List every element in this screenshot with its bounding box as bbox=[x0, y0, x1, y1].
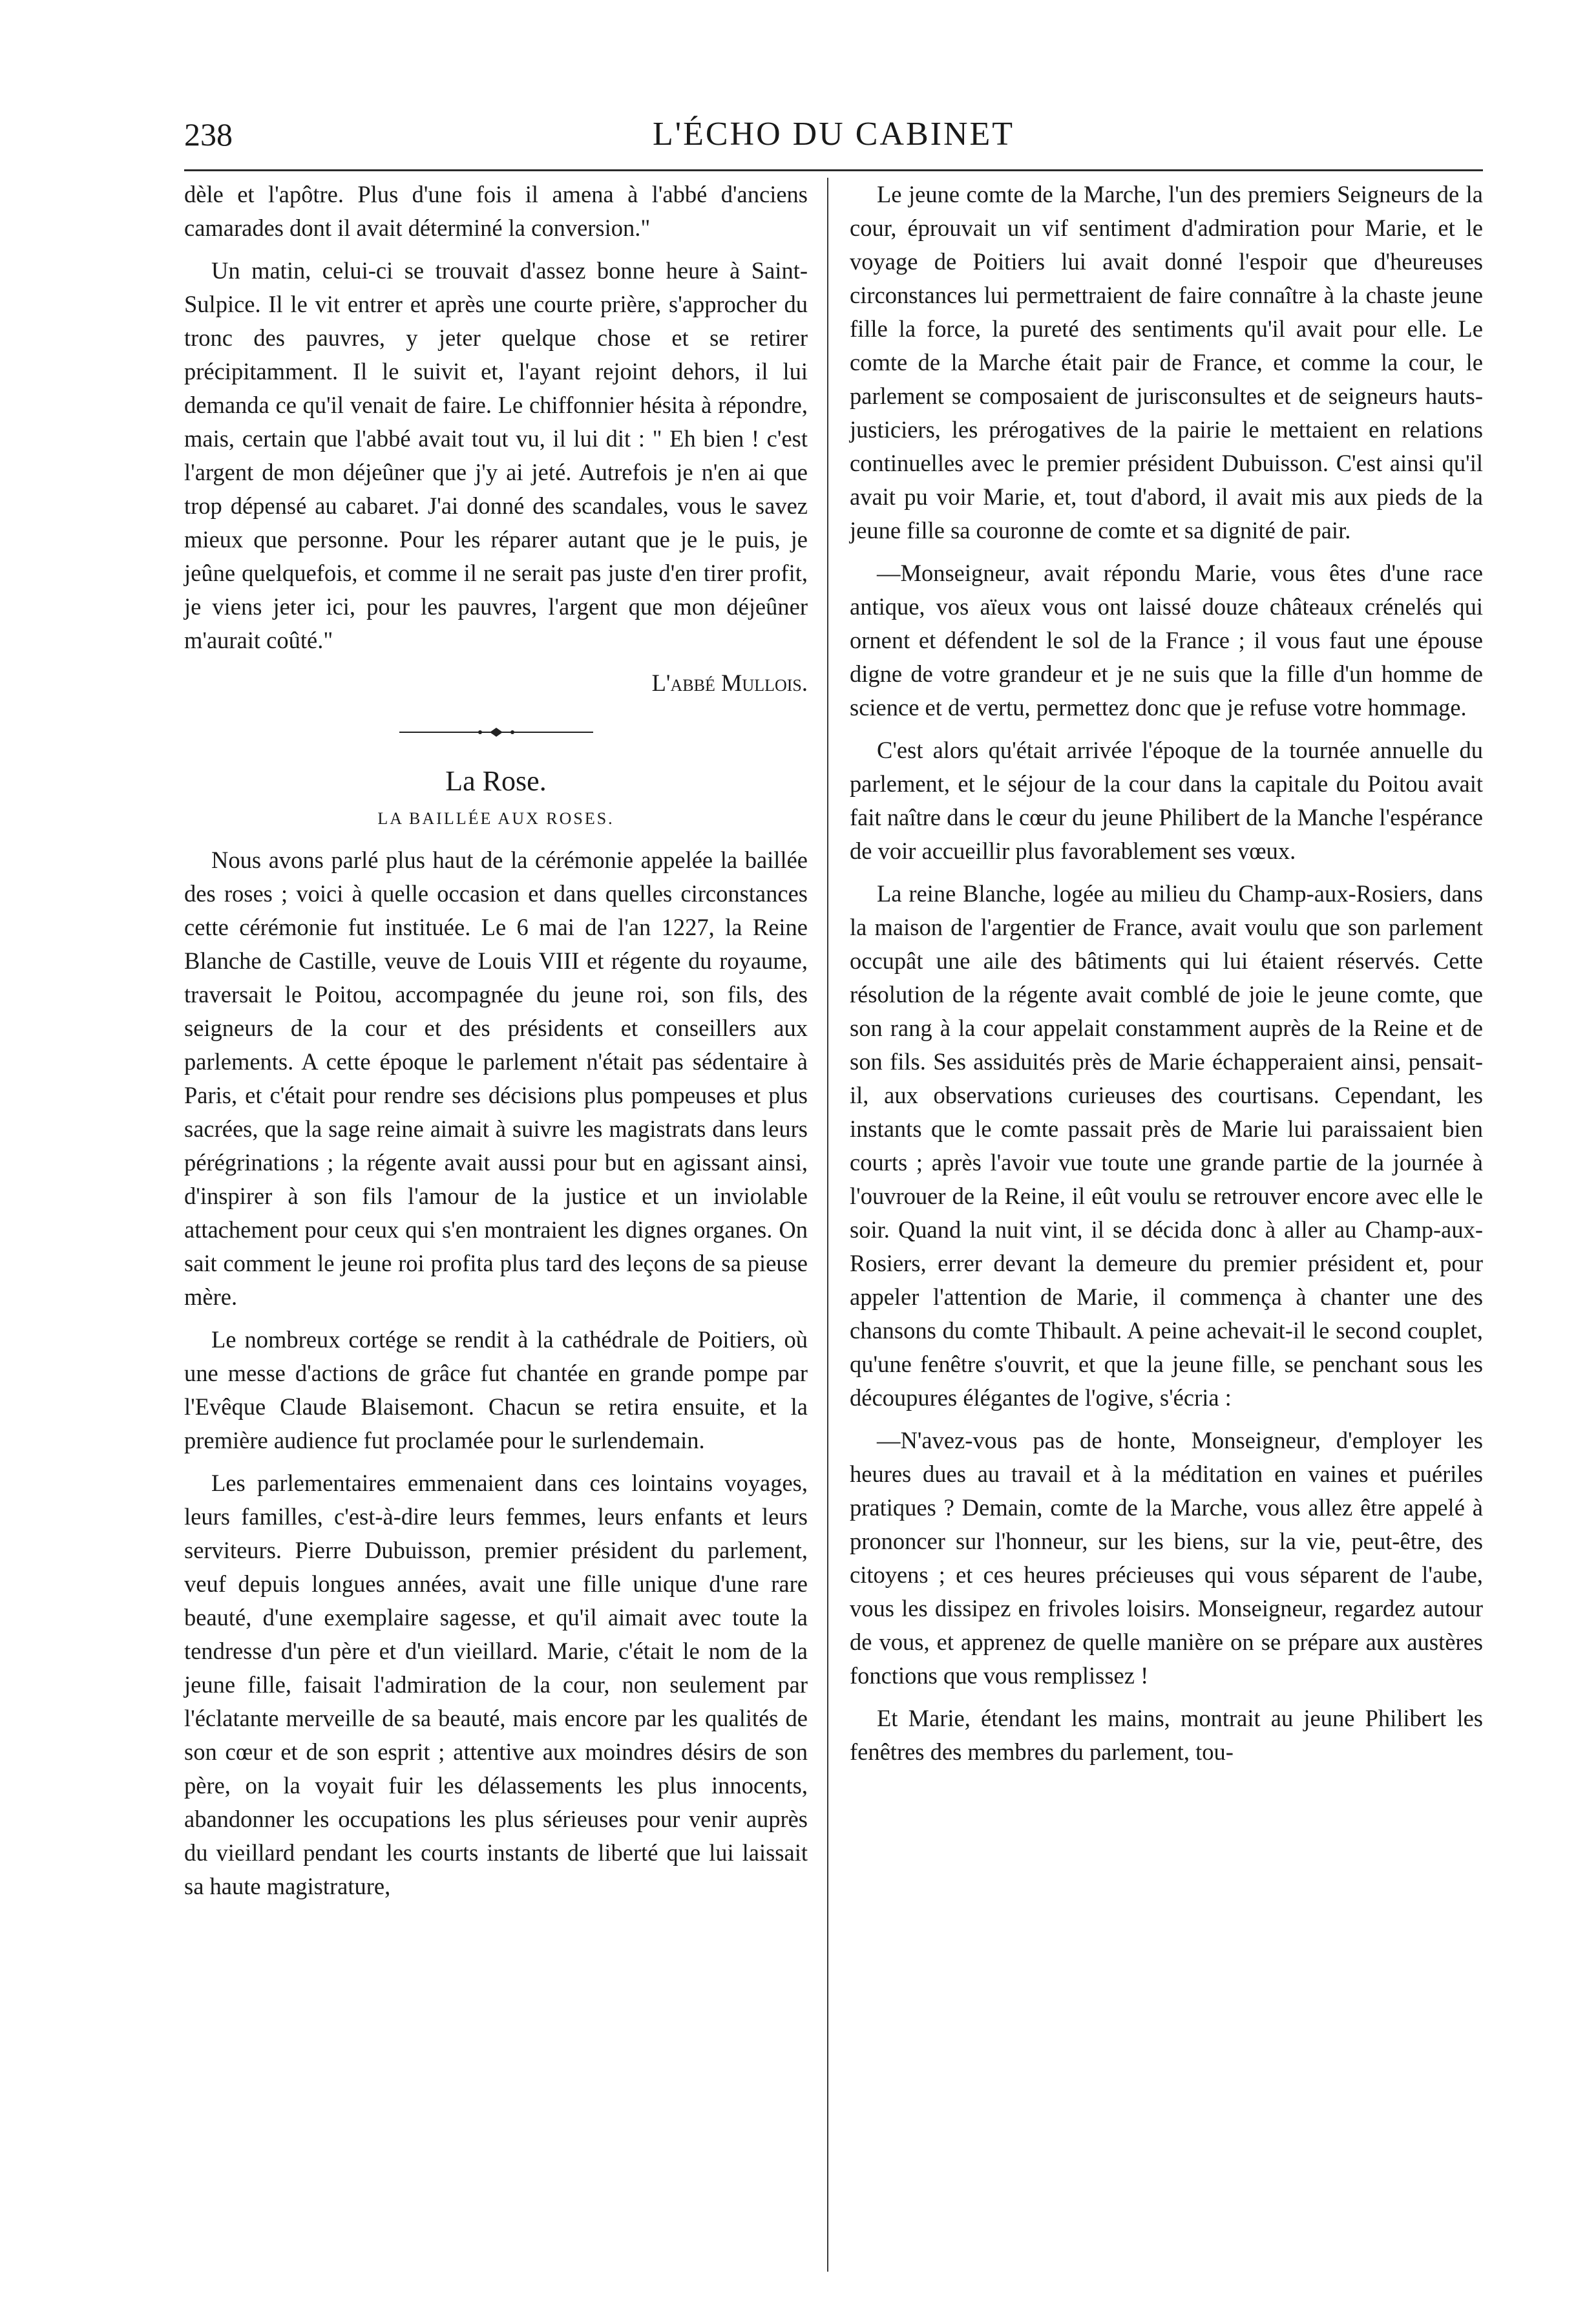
signature-line bbox=[184, 666, 808, 700]
paragraph: C'est alors qu'était arrivée l'époque de la tournée annuelle du parlement, et le séjour de la cour dans la capitale du Poitou avait fait naître dans le cœur du jeune Philibert de la Manche l'espérance de voir accueillir plus favorablement ses vœux. bbox=[850, 737, 1483, 864]
running-title: L'ÉCHO DU CABINET bbox=[652, 116, 1015, 153]
column-divider bbox=[827, 178, 828, 2272]
paragraph: Les parlementaires emmenaient dans ces lointains voyages, leurs familles, c'est-à-dire leurs femmes, leurs enfants et leurs serviteurs. Pierre Dubuisson, premier président du parlement, veuf depuis longues années, avait une fille unique d'une rare beauté, d'une exemplaire sagesse, et qu'il aimait avec toute la tendresse d'un père et d'un vieillard. Marie, c'était le nom de la jeune fille, faisait l'admiration de la cour, non seulement par l'éclatante merveille de sa beauté, mais encore par les qualités de son cœur et de son esprit ; attentive aux moindres désirs de son père, on la voyait fuir les délassements les plus innocents, abandonner les occupations les plus sérieuses pour venir auprès du vieillard pendant les courts instants de liberté que lui laissait sa haute magistrature, bbox=[184, 1470, 808, 1899]
paragraph: Le jeune comte de la Marche, l'un des premiers Seigneurs de la cour, éprouvait un vif sentiment d'admiration pour Marie, et le voyage de Poitiers lui avait donné l'espoir que d'heureuses circonstances lui permettraient de faire connaître à la chaste jeune fille la force, la pureté des sentiments qu'il avait pour elle. Le comte de la Marche était pair de France, et comme la cour, le parlement se composaient de jurisconsultes et de seigneurs hauts-justiciers, les prérogatives de la pairie le mettaient en relations continuelles avec le premier président Dubuisson. C'est ainsi qu'il avait pu voir Marie, et, tout d'abord, il avait mis aux pieds de la jeune fille sa couronne de comte et sa dignité de pair. bbox=[850, 181, 1483, 544]
paragraph: —N'avez-vous pas de honte, Monseigneur, d'employer les heures dues au travail et à la méditation en vaines et puériles pratiques ? Demain, comte de la Marche, vous allez être appelé à prononcer sur l'honneur, sur les biens, sur la vie, peut-être, des citoyens ; et ces heures précieuses qui vous séparent de l'aube, vous les dissipez en frivoles loisirs. Monseigneur, regardez autour de vous, et apprenez de quelle manière on se prépare aux austères fonctions que vous remplissez ! bbox=[850, 1427, 1483, 1689]
section-title: La Rose. bbox=[445, 765, 547, 797]
left-column bbox=[184, 178, 808, 1912]
header-rule bbox=[184, 169, 1483, 171]
right-column bbox=[850, 178, 1483, 1778]
paragraph: Le nombreux cortége se rendit à la cathédrale de Poitiers, où une messe d'actions de grâce fut chantée en grande pompe par l'Evêque Claude Blaisemont. Chacun se retira ensuite, et la première audience fut proclamée pour le surlendemain. bbox=[184, 1326, 808, 1453]
paragraph: Un matin, celui-ci se trouvait d'assez bonne heure à Saint-Sulpice. Il le vit entrer et après une courte prière, s'approcher du tronc des pauvres, y jeter quelque chose et se retirer précipitamment. Il le suivit et, l'ayant rejoint dehors, il lui demanda ce qu'il venait de faire. Le chiffonnier hésita à répondre, mais, certain que l'abbé avait tout vu, il lui dit : " Eh bien ! c'est l'argent de mon déjeûner que j'y ai jeté. Autrefois je n'en ai que trop dépensé au cabaret. J'ai donné des scandales, vous le savez mieux que personne. Pour les réparer autant que je le puis, je jeûne quelquefois, et comme il ne serait pas juste d'en tirer profit, je viens jeter ici, pour les pauvres, l'argent que mon déjeûner m'aurait coûté." bbox=[184, 257, 808, 653]
paragraph: dèle et l'apôtre. Plus d'une fois il amena à l'abbé d'anciens camarades dont il avait déterminé la conversion." bbox=[184, 181, 808, 241]
paragraph: Et Marie, étendant les mains, montrait au jeune Philibert les fenêtres des membres du parlement, tou- bbox=[850, 1705, 1483, 1765]
page-number: 238 bbox=[184, 116, 233, 153]
paragraph: La reine Blanche, logée au milieu du Champ-aux-Rosiers, dans la maison de l'argentier de France, avait voulu que son parlement occupât une aile des bâtiments qui lui étaient réservés. Cette résolution de la régente avait comblé de joie le jeune comte, que son rang à la cour appelait constamment auprès de la Reine et de son fils. Ses assiduités près de Marie échapperaient ainsi, pensait-il, aux observations curieuses des courtisans. Cependant, les instants que le comte passait près de Marie lui paraissaient bien courts ; après l'avoir vue toute une grande partie de la journée à l'ouvrouer de la Reine, il eût voulu se retrouver encore avec elle le soir. Quand la nuit vint, il se décida donc à aller au Champ-aux-Rosiers, errer devant la demeure du premier président et, pour appeler l'attention de Marie, il commença à chanter une des chansons du comte Thibault. A peine achevait-il le second couplet, qu'une fenêtre s'ouvrit, et que la jeune fille, se penchant sous les découpures élégantes de l'ogive, s'écria : bbox=[850, 880, 1483, 1411]
signature-author: L'abbé Mullois. bbox=[651, 670, 808, 696]
paragraph: —Monseigneur, avait répondu Marie, vous êtes d'une race antique, vos aïeux vous ont laissé douze châteaux crénelés qui ornent et défendent le sol de la France ; il vous faut une épouse digne de votre grandeur et je ne suis que la fille d'un homme de science et de vertu, permettez donc que je refuse votre hommage. bbox=[850, 560, 1483, 721]
ornament-rule-icon bbox=[399, 726, 593, 739]
page-header bbox=[184, 109, 1483, 160]
section-separator-ornament bbox=[184, 713, 808, 752]
section-subtitle: LA BAILLÉE AUX ROSES. bbox=[377, 809, 615, 828]
paragraph: Nous avons parlé plus haut de la cérémonie appelée la baillée des roses ; voici à quelle occasion et dans quelles circonstances cette cérémonie fut instituée. Le 6 mai de l'an 1227, la Reine Blanche de Castille, veuve de Louis VIII et régente du royaume, traversait le Poitou, accompagnée du jeune roi, son fils, des seigneurs de la cour et des présidents et conseillers aux parlements. A cette époque le parlement n'était pas sédentaire à Paris, et c'était pour rendre ses décisions plus pompeuses et plus sacrées, que la sage reine aimait à suivre les magistrats dans leurs pérégrinations ; la régente avait aussi pour but en agissant ainsi, d'inspirer à son fils l'amour de la justice et un inviolable attachement pour ceux qui s'en montraient les dignes organes. On sait comment le jeune roi profita plus tard des leçons de sa pieuse mère. bbox=[184, 847, 808, 1310]
